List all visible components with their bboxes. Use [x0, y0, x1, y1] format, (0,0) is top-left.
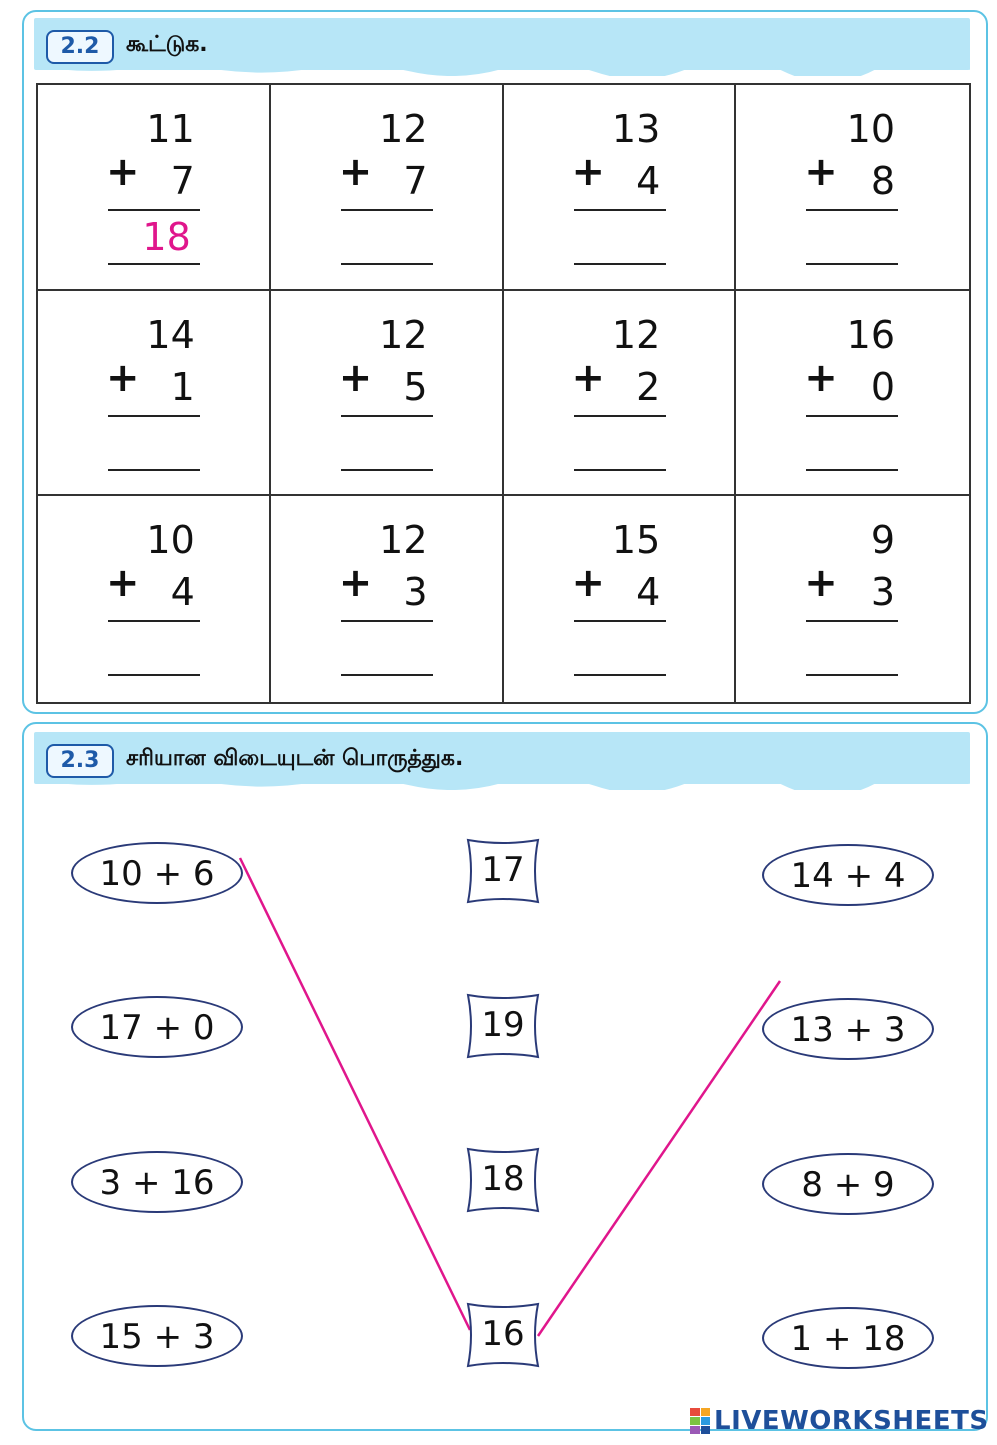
plus-sign: + — [571, 149, 606, 195]
plus-sign: + — [804, 354, 838, 401]
answer-line — [341, 674, 433, 676]
answer-box[interactable] — [466, 993, 540, 1059]
addend-top: 10 — [846, 107, 895, 151]
answer-line — [574, 674, 666, 676]
expression-oval-left[interactable]: 10 + 6 — [71, 842, 243, 904]
addend-top: 16 — [846, 312, 895, 357]
addend-top: 13 — [611, 107, 661, 151]
answer-line — [806, 469, 898, 471]
plus-sign: + — [338, 354, 373, 401]
section-number-badge: 2.2 — [46, 30, 114, 64]
section-header — [34, 18, 970, 70]
addend-top: 12 — [379, 312, 428, 357]
addend-top: 10 — [146, 518, 195, 563]
plus-sign: + — [338, 560, 373, 607]
addition-problem — [736, 496, 969, 702]
answer-box[interactable] — [466, 1147, 540, 1213]
addend-bottom: 4 — [170, 570, 195, 615]
addend-top: 12 — [379, 107, 428, 151]
plus-sign: + — [338, 149, 373, 195]
plus-sign: + — [106, 354, 140, 401]
answer-line — [341, 263, 433, 265]
sum-rule — [108, 620, 200, 622]
sum-rule — [574, 620, 666, 622]
addend-bottom: 5 — [403, 364, 428, 409]
addend-bottom: 3 — [870, 570, 895, 615]
answer-box[interactable] — [466, 1302, 540, 1368]
sum-rule — [574, 209, 666, 211]
addend-top: 12 — [379, 518, 428, 563]
answer-line — [108, 674, 200, 676]
sum-rule — [341, 620, 433, 622]
plus-sign: + — [804, 560, 838, 607]
addition-grid — [36, 83, 971, 704]
addition-problem — [38, 291, 271, 497]
addend-top: 11 — [146, 107, 195, 151]
addend-bottom: 4 — [636, 159, 661, 203]
addition-problem — [736, 291, 969, 497]
plus-sign: + — [571, 354, 606, 401]
addition-problem — [736, 85, 969, 291]
addend-bottom: 2 — [636, 364, 661, 409]
section-header — [34, 732, 970, 784]
banner-wave — [34, 66, 970, 76]
banner-wave — [34, 780, 970, 790]
section-instruction: கூட்டுக. — [126, 32, 208, 57]
sum-rule — [341, 415, 433, 417]
sum-rule — [108, 209, 200, 211]
sum-rule — [108, 415, 200, 417]
section-instruction: சரியான விடையுடன் பொருத்துக. — [126, 746, 464, 771]
addition-problem — [504, 496, 737, 702]
addition-problem — [271, 496, 504, 702]
sum-rule — [341, 209, 433, 211]
liveworksheets-logo — [690, 1404, 989, 1438]
answer-line — [574, 263, 666, 265]
addition-problem — [38, 496, 271, 702]
expression-oval-left[interactable]: 15 + 3 — [71, 1305, 243, 1367]
sum-rule — [806, 415, 898, 417]
expression-oval-right[interactable]: 14 + 4 — [762, 844, 934, 906]
answer-line — [108, 469, 200, 471]
plus-sign: + — [804, 149, 838, 195]
addend-bottom: 7 — [403, 159, 428, 203]
answer-value: 18 — [481, 1159, 525, 1199]
section-number-badge: 2.3 — [46, 744, 114, 778]
plus-sign: + — [571, 560, 606, 607]
addend-top: 12 — [611, 312, 661, 357]
logo-text: LIVEWORKSHEETS — [714, 1406, 989, 1436]
addend-top: 15 — [611, 518, 661, 563]
answer-box[interactable] — [466, 838, 540, 904]
addend-bottom: 7 — [170, 159, 195, 203]
expression-oval-right[interactable]: 8 + 9 — [762, 1153, 934, 1215]
expression-oval-left[interactable]: 17 + 0 — [71, 996, 243, 1058]
addend-bottom: 1 — [170, 364, 195, 409]
answer-value: 17 — [481, 850, 525, 890]
addend-bottom: 3 — [403, 570, 428, 615]
answer-line — [574, 469, 666, 471]
expression-oval-right[interactable]: 1 + 18 — [762, 1307, 934, 1369]
addition-problem — [271, 291, 504, 497]
logo-icon — [690, 1408, 710, 1434]
addition-problem — [504, 85, 737, 291]
answer-line — [341, 469, 433, 471]
plus-sign: + — [106, 149, 140, 195]
answer-line — [108, 263, 200, 265]
addend-top: 9 — [870, 518, 895, 563]
addend-bottom: 4 — [636, 570, 661, 615]
addend-bottom: 0 — [870, 364, 895, 409]
sum-rule — [806, 620, 898, 622]
sum-rule — [574, 415, 666, 417]
answer-line — [806, 263, 898, 265]
addition-problem — [38, 85, 271, 291]
expression-oval-left[interactable]: 3 + 16 — [71, 1151, 243, 1213]
expression-oval-right[interactable]: 13 + 3 — [762, 998, 934, 1060]
answer-value: 16 — [481, 1314, 525, 1354]
plus-sign: + — [106, 560, 140, 607]
addition-problem — [504, 291, 737, 497]
addend-bottom: 8 — [870, 159, 895, 203]
answer-line — [806, 674, 898, 676]
addend-top: 14 — [146, 312, 195, 357]
answer-field[interactable]: 18 — [142, 215, 191, 259]
sum-rule — [806, 209, 898, 211]
addition-problem — [271, 85, 504, 291]
answer-value: 19 — [481, 1005, 525, 1045]
